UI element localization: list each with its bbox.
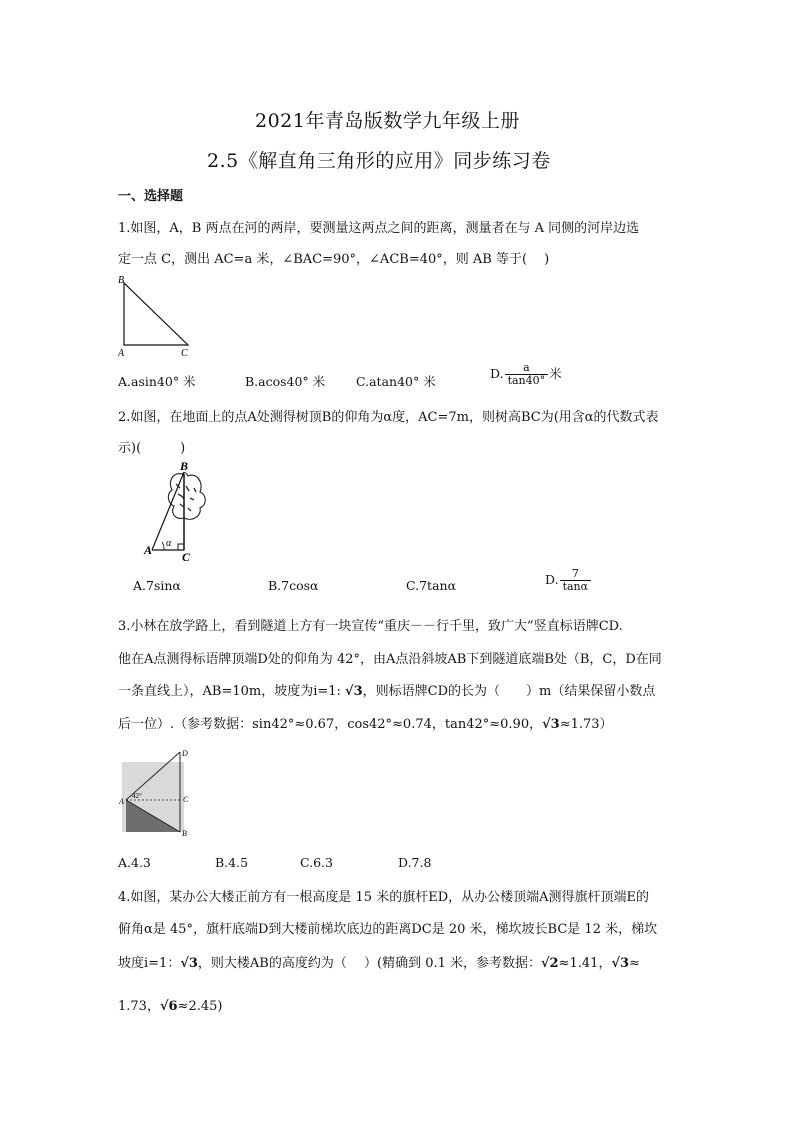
page-title: 2021年青岛版数学九年级上册 (255, 110, 520, 132)
q4-sqrt3-term: √3 (180, 956, 198, 971)
q4-line3-part2: ，则大楼AB的高度约为（ ）(精确到 0.1 米，参考数据： (197, 956, 542, 971)
q4-sqrt2-ref: √2 (541, 956, 559, 971)
q1-option-d[interactable] (490, 362, 562, 387)
q2-option-c[interactable]: C.7tanα (406, 578, 457, 593)
q2-option-d-denominator: tanα (560, 580, 592, 593)
q2-label-c: C (182, 550, 191, 562)
q4-sqrt6-ref: √6 (159, 999, 178, 1014)
q3-option-c[interactable]: C.6.3 (300, 855, 333, 870)
q3-text-line2: 他在A点测得标语牌顶端D处的仰角为 42°，由A点沿斜坡AB下到隧道底端B处（B，C，D在同 (118, 652, 662, 667)
q2-label-a: A (144, 543, 153, 557)
q2-option-a[interactable]: A.7sinα (133, 578, 181, 593)
q1-option-c[interactable]: C.atan40° 米 (356, 374, 436, 389)
q4-text-line3 (118, 952, 640, 971)
q4-sqrt3-ref: √3 (611, 956, 630, 971)
q1-option-b[interactable]: B.acos40° 米 (245, 374, 326, 389)
page-subtitle: 2.5《解直角三角形的应用》同步练习卷 (207, 150, 551, 172)
q3-line3-part1: 一条直线上），AB=10m，坡度为i=1: (118, 684, 346, 699)
q3-line4-part1: 后一位）.（参考数据：sin42°≈0.67，cos42°≈0.74，tan42°≈0.90， (118, 717, 543, 732)
q3-line3-part2: ，则标语牌CD的长为（ ）m（结果保留小数点 (362, 684, 656, 699)
q1-option-d-suffix: 米 (549, 366, 562, 381)
q4-line4-part2: ≈2.45) (177, 999, 223, 1014)
q3-option-d[interactable]: D.7.8 (398, 855, 432, 870)
q3-angle-label: 42° (132, 792, 142, 800)
q4-line4-part1: 1.73， (118, 999, 160, 1014)
q2-option-d-numerator: 7 (571, 567, 579, 580)
q1-option-d-numerator: a (523, 361, 530, 374)
q3-label-c: C (183, 795, 189, 804)
q3-label-d: D (182, 749, 188, 758)
q2-text-line2: 示)( ) (118, 441, 186, 456)
q4-text-line2: 俯角α是 45°，旗杆底端D到大楼前梯坎底边的距离DC是 20 米，梯坎坡长BC是 12 米，梯坎 (118, 922, 658, 937)
q2-option-d-prefix: D. (545, 572, 559, 587)
q3-label-a: A (119, 797, 124, 806)
q4-line3-part3: ≈1.41， (558, 956, 612, 971)
q3-sqrt3-ref: √3 (542, 717, 560, 732)
q3-line4-part2: ≈1.73） (559, 717, 613, 732)
q3-label-b: B (182, 829, 187, 838)
q1-text-line1: 1.如图，A，B 两点在河的两岸，要测量这两点之间的距离，测量者在与 A 同侧的河岸边选 (118, 221, 640, 236)
q2-option-d-fraction (560, 568, 592, 593)
section-heading: 一、选择题 (118, 189, 184, 204)
q2-option-d[interactable] (545, 568, 592, 593)
q2-figure (142, 460, 214, 562)
q4-text-line1: 4.如图，某办公大楼正前方有一根高度是 15 米的旗杆ED，从办公楼顶端A测得旗杆顶端E的 (118, 890, 650, 905)
q1-figure (115, 272, 200, 358)
q3-text-line1: 3.小林在放学路上，看到隧道上方有一块宣传“重庆－－行千里，致广大”竖直标语牌CD. (118, 619, 623, 634)
q2-label-b: B (180, 460, 189, 473)
q1-label-b: B (118, 275, 125, 286)
q3-option-b[interactable]: B.4.5 (215, 855, 249, 870)
q3-text-line4 (118, 713, 613, 732)
q3-sqrt3-term: √3 (345, 684, 363, 699)
q3-figure (118, 746, 193, 838)
q1-option-d-fraction (505, 362, 549, 387)
q4-line3-part4: ≈ (629, 956, 640, 971)
q3-option-a[interactable]: A.4.3 (118, 855, 151, 870)
q4-line3-part1: 坡度i=1： (118, 956, 181, 971)
q1-label-c: C (181, 348, 188, 358)
q1-option-a[interactable]: A.asin40° 米 (118, 374, 196, 389)
q4-text-line4 (118, 995, 222, 1014)
q1-text-line2: 定一点 C，测出 AC=a 米，∠BAC=90°，∠ACB=40°，则 AB 等于( ) (118, 252, 550, 267)
q1-label-a: A (118, 348, 125, 358)
q2-label-alpha: α (166, 538, 172, 549)
q2-text-line1: 2.如图，在地面上的点A处测得树顶B的仰角为α度，AC=7m，则树高BC为(用含α的代数式表 (118, 410, 659, 425)
q3-text-line3 (118, 680, 655, 699)
q2-option-b[interactable]: B.7cosα (268, 578, 319, 593)
q1-option-d-prefix: D. (490, 366, 504, 381)
q1-option-d-denominator: tan40° (505, 374, 549, 387)
